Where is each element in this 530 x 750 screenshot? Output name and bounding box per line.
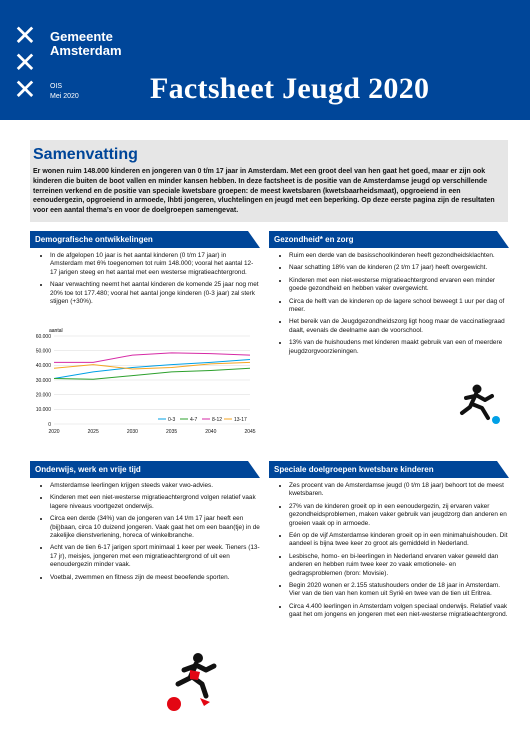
summary-box	[30, 140, 508, 222]
x-tick-label: 2030	[126, 429, 138, 435]
list-item: • Kinderen met een niet-westerse migratieachtergrond volgen relatief vaak lagere niveaus voortgezet onderwijs.	[50, 494, 262, 511]
amsterdam-xxx-logo	[10, 19, 40, 106]
legend-label: 8-12	[212, 416, 223, 423]
list-item: • Acht van de tien 6-17 jarigen sport minimaal 1 keer per week. Tieners (13-17 jr), meisjes, jongeren met een migratieachtergrond of uit een eenoudergezin minder vaak.	[50, 544, 262, 569]
demography-bullets	[36, 252, 260, 310]
list-item: • Eén op de vijf Amsterdamse kinderen groeit op in een minimahuishouden. Dit aandeel is bijna twee keer zo groot als gemiddeld in Nederland.	[289, 532, 511, 549]
list-item: • Begin 2020 wonen er 2.155 statushouders onder de 18 jaar in Amsterdam. Vier van de tien van hen komen uit Syrië en twee van de tien uit Eritrea.	[289, 582, 511, 599]
list-item: • 13% van de huishoudens met kinderen maakt gebruik van een of meerdere jeugdzorgvoorzieningen.	[289, 339, 511, 356]
x-tick-label: 2025	[87, 429, 99, 435]
y-tick-label: 40.000	[35, 363, 51, 370]
list-item: • Circa de helft van de kinderen op de lagere school beweegt 1 uur per dag of meer.	[289, 298, 511, 315]
publisher-date: OIS Mei 2020	[50, 83, 79, 100]
football-player-icon	[160, 650, 230, 715]
y-tick-label: 60.000	[35, 333, 51, 340]
section-header-health: Gezondheid* en zorg	[269, 231, 509, 248]
x-tick-label: 2045	[244, 429, 256, 435]
list-item: • Naar verwachting neemt het aantal kinderen de komende 25 jaar nog met 20% toe tot 177.480; vooral het aantal jonge kinderen (0-3 jaar) zal sterk stijgen (+30%).	[50, 281, 260, 306]
y-axis-label: aantal	[49, 328, 63, 334]
x-tick-label: 2040	[205, 429, 217, 435]
list-item: • Circa 4.400 leerlingen in Amsterdam volgen speciaal onderwijs. Relatief vaak gaat het om jongens en jongeren met een niet-westerse migratieachtergrond.	[289, 603, 511, 620]
page-title: Factsheet Jeugd 2020	[150, 72, 430, 105]
list-item: • Zes procent van de Amsterdamse jeugd (0 t/m 18 jaar) behoort tot de meest kwetsbaren.	[289, 482, 511, 499]
list-item: • Circa een derde (34%) van de jongeren van 14 t/m 17 jaar heeft een (bij)baan, circa 10 duizend jongeren. Vaak gaat het om een baan(tje) in de zakelijke dienstverlening, horeca of winkelbranche.	[50, 515, 262, 540]
list-item: • Lesbische, homo- en bi-leerlingen in Nederland ervaren vaker geweld dan anderen en hebben ruim twee keer zo vaak emotionele- en gedragsproblemen (bron: Movisie).	[289, 553, 511, 578]
section-header-demography: Demografische ontwikkelingen	[30, 231, 260, 248]
list-item: • Het bereik van de Jeugdgezondheidszorg ligt hoog maar de vaccinatiegraad daalt, evenals de deelname aan de voorschool.	[289, 318, 511, 335]
x-cross-icon: ✕	[13, 19, 37, 52]
legend-label: 4-7	[190, 416, 198, 423]
legend-label: 0-3	[168, 416, 176, 423]
section-header-education: Onderwijs, werk en vrije tijd	[30, 461, 260, 478]
list-item: • In de afgelopen 10 jaar is het aantal kinderen (0 t/m 17 jaar) in Amsterdam met 6% toegenomen tot ruim 148.000; vooral het aantal 12-17 jarigen steeg en het aantal met een westerse migratieachtergrond.	[50, 252, 260, 277]
section-header-special-groups: Speciale doelgroepen kwetsbare kinderen	[269, 461, 509, 478]
list-item: • Naar schatting 18% van de kinderen (2 t/m 17 jaar) heeft overgewicht.	[289, 264, 511, 272]
x-cross-icon: ✕	[13, 46, 37, 79]
header-banner	[0, 0, 530, 120]
list-item: • 27% van de kinderen groeit op in een eenoudergezin, zij ervaren vaker gezondheidsproblemen, maken vaker gebruik van jeugdzorg dan anderen en groeien vaak op in armoede.	[289, 503, 511, 528]
y-tick-label: 0	[48, 421, 51, 428]
education-bullets	[36, 482, 262, 586]
population-line-chart	[28, 320, 256, 440]
special-groups-bullets	[275, 482, 511, 624]
x-tick-label: 2020	[48, 429, 60, 435]
list-item: • Voetbal, zwemmen en fitness zijn de meest beoefende sporten.	[50, 574, 262, 582]
y-tick-label: 50.000	[35, 348, 51, 355]
y-tick-label: 10.000	[35, 407, 51, 414]
y-tick-label: 20.000	[35, 392, 51, 399]
x-tick-label: 2035	[166, 429, 178, 435]
organisation-name: Gemeente Amsterdam	[50, 29, 122, 58]
runner-with-ball-icon	[452, 380, 502, 430]
y-tick-label: 30.000	[35, 377, 51, 384]
series-line-8-12	[54, 353, 250, 363]
list-item: • Ruim een derde van de basisschoolkinderen heeft gezondheidsklachten.	[289, 252, 511, 260]
x-cross-icon: ✕	[13, 73, 37, 106]
list-item: • Amsterdamse leerlingen krijgen steeds vaker vwo-advies.	[50, 482, 262, 490]
summary-text: Er wonen ruim 148.000 kinderen en jongeren van 0 t/m 17 jaar in Amsterdam. Met een groot deel van hen gaat het goed, maar er zijn ook kinderen die buiten de boot vallen en minder kansen hebben. In deze factsheet is de positie van de Amsterdamse jeugd op verschillende terreinen verkend en de positie van speciale kwetsbare groepen: de meest kwetsbaren (kwetsbaarheidsmaat), opgroeiend in een eenoudergezin, opgroeiend in armoede, lhbti jongeren, vluchtelingen en jeugd met een beperking. Op deze eerste pagina zijn de resultaten voor een aantal thema’s en voor de doelgroepen samengevat.	[33, 168, 495, 215]
health-bullets	[275, 252, 511, 360]
legend-label: 13-17	[234, 416, 247, 423]
list-item: • Kinderen met een niet-westerse migratieachtergrond ervaren een minder goede gezondheid en hebben vaker overgewicht.	[289, 277, 511, 294]
summary-heading: Samenvatting	[33, 146, 138, 163]
